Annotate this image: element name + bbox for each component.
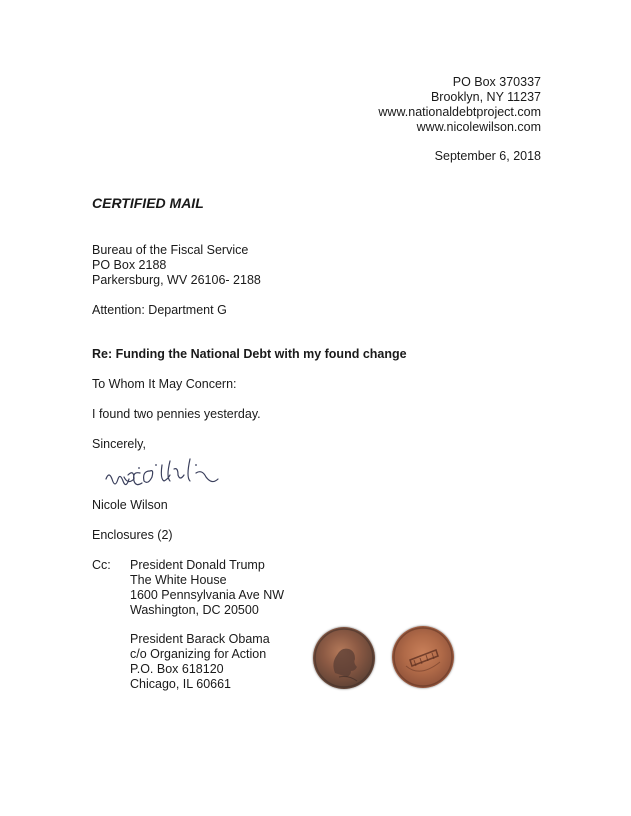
cc1-line-4: Washington, DC 20500 (130, 603, 259, 617)
cc2-line-3: P.O. Box 618120 (130, 662, 224, 676)
penny-tails-icon (392, 626, 454, 688)
enclosures-note: Enclosures (2) (92, 528, 173, 542)
sender-website-2: www.nicolewilson.com (416, 120, 541, 134)
cc2-line-1: President Barack Obama (130, 632, 270, 646)
cc-label: Cc: (92, 558, 111, 572)
recipient-line-3: Parkersburg, WV 26106- 2188 (92, 273, 261, 287)
cc2-line-4: Chicago, IL 60661 (130, 677, 232, 691)
signer-name: Nicole Wilson (92, 498, 168, 512)
attention-line: Attention: Department G (92, 303, 227, 317)
recipient-line-1: Bureau of the Fiscal Service (92, 243, 249, 257)
letter-body: I found two pennies yesterday. (92, 407, 261, 421)
subject-line: Re: Funding the National Debt with my found change (92, 347, 407, 361)
recipient-address (92, 243, 261, 288)
cc1-line-2: The White House (130, 573, 227, 587)
cc2-line-2: c/o Organizing for Action (130, 647, 267, 661)
sender-po-box: PO Box 370337 (452, 75, 541, 89)
penny-heads-icon (313, 627, 375, 689)
certified-mail-heading: CERTIFIED MAIL (92, 195, 204, 211)
cc1-line-3: 1600 Pennsylvania Ave NW (130, 588, 285, 602)
sender-city: Brooklyn, NY 11237 (430, 90, 541, 104)
letter-date: September 6, 2018 (434, 149, 541, 163)
cc-recipient-trump (130, 558, 284, 618)
recipient-line-2: PO Box 2188 (92, 258, 167, 272)
handwritten-signature (104, 455, 244, 495)
sender-address (378, 75, 541, 135)
salutation: To Whom It May Concern: (92, 377, 237, 391)
closing: Sincerely, (92, 437, 146, 451)
cc-recipient-obama (130, 632, 270, 692)
cc1-line-1: President Donald Trump (130, 558, 265, 572)
sender-website-1: www.nationaldebtproject.com (378, 105, 541, 119)
